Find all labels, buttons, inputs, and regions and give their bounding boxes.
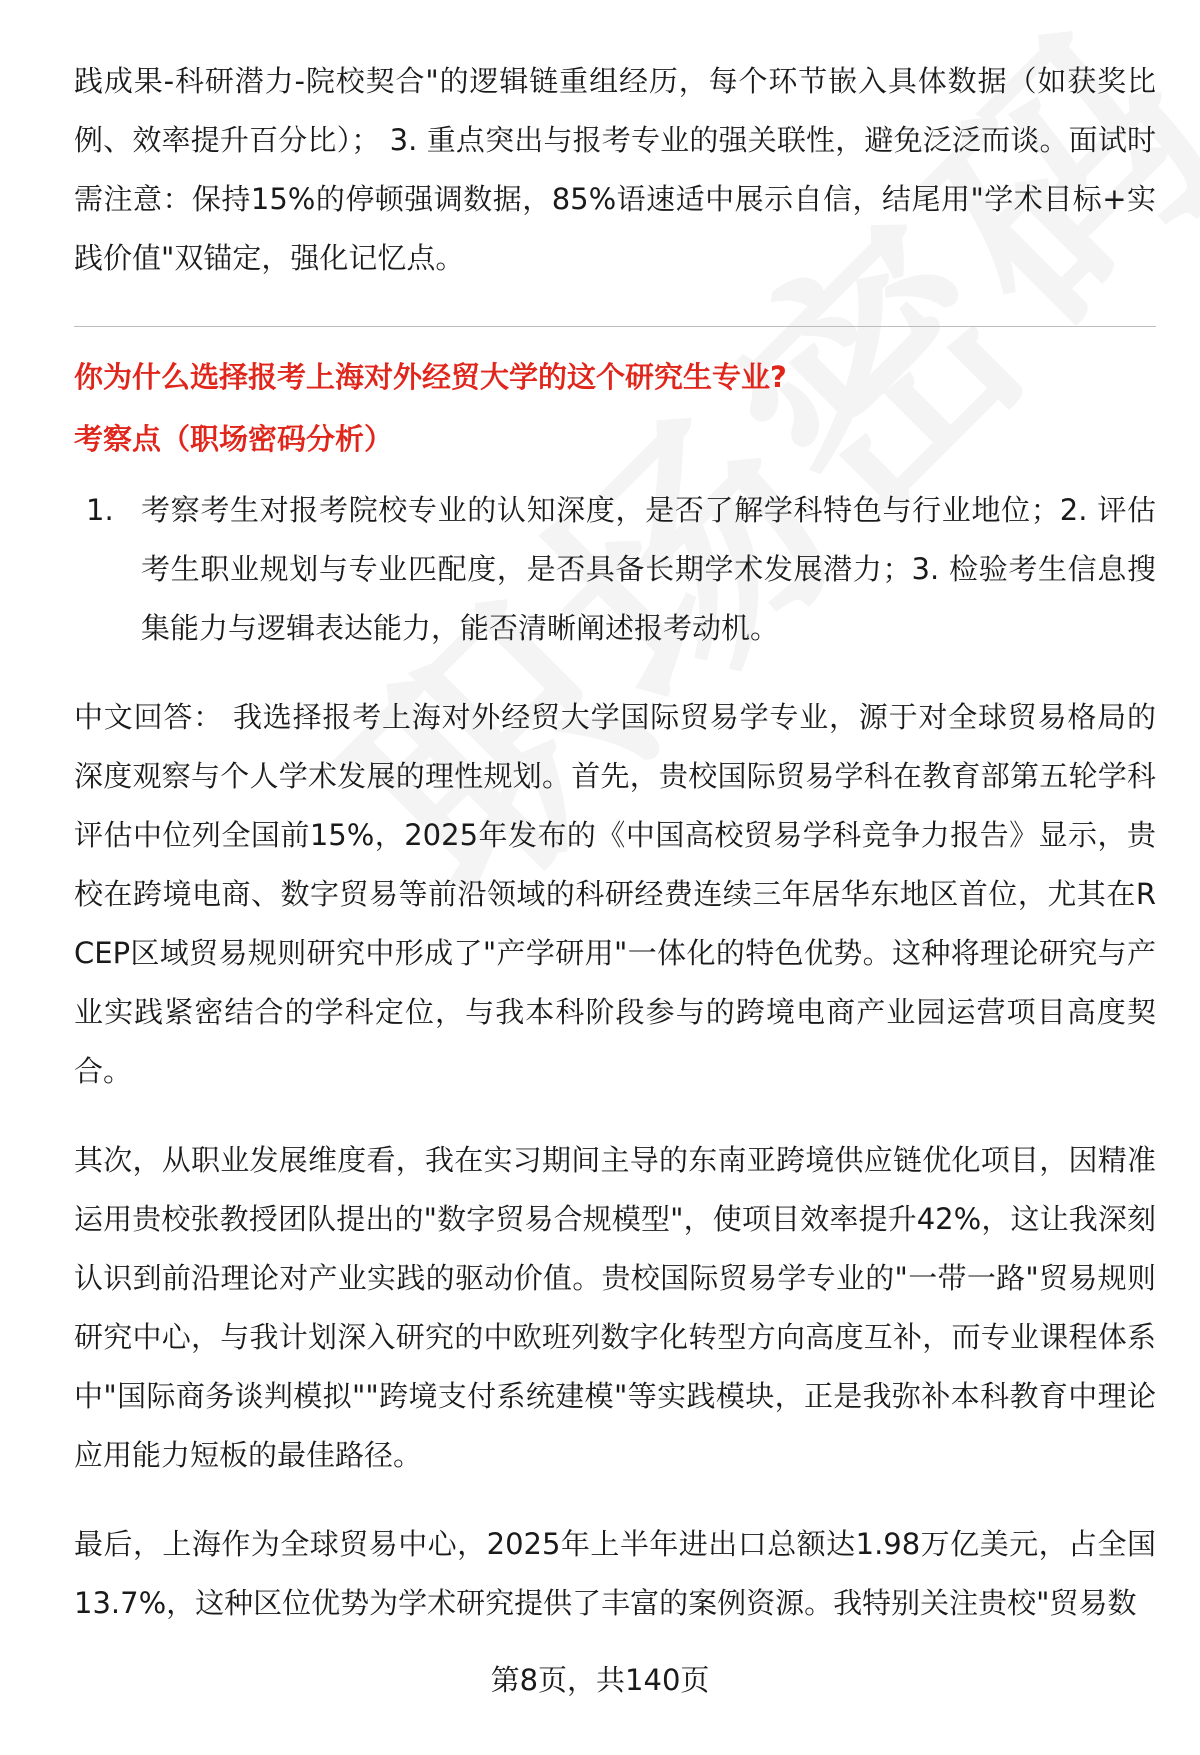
page-number: 第8页，共140页 [490,1663,710,1697]
list-item [74,481,1156,658]
list-item-number: 1. [86,493,114,527]
section-divider [74,326,1156,327]
section-heading: 考察点（职场密码分析） [74,422,394,456]
answer-paragraph: 其次，从职业发展维度看，我在实习期间主导的东南亚跨境供应链优化项目，因精准运用贵校张教授团队提出的"数字贸易合规模型"，使项目效率提升42%，这让我深刻认识到前沿理论对产业实践的驱动价值。贵校国际贸易学专业的"一带一路"贸易规则研究中心，与我计划深入研究的中欧班列数字化转型方向高度互补，而专业课程体系中"国际商务谈判模拟""跨境支付系统建模"等实践模块，正是我弥补本科教育中理论应用能力短板的最佳路径。 [74,1143,1156,1472]
question-heading: 你为什么选择报考上海对外经贸大学的这个研究生专业? [74,360,787,394]
answer-paragraph: 中文回答： 我选择报考上海对外经贸大学国际贸易学专业，源于对全球贸易格局的深度观察与个人学术发展的理性规划。首先，贵校国际贸易学科在教育部第五轮学科评估中位列全国前15%，2025年发布的《中国高校贸易学科竞争力报告》显示，贵校在跨境电商、数字贸易等前沿领域的科研经费连续三年居华东地区首位，尤其在RCEP区域贸易规则研究中形成了"产学研用"一体化的特色优势。这种将理论研究与产业实践紧密结合的学科定位，与我本科阶段参与的跨境电商产业园运营项目高度契合。 [74,700,1156,1088]
analysis-list [74,481,1156,658]
list-item-text: 考察考生对报考院校专业的认知深度，是否了解学科特色与行业地位；2. 评估考生职业规划与专业匹配度，是否具备长期学术发展潜力；3. 检验考生信息搜集能力与逻辑表达能力，能否清晰阐述报考动机。 [141,493,1156,645]
answer-paragraph: 最后，上海作为全球贸易中心，2025年上半年进出口总额达1.98万亿美元，占全国13.7%，这种区位优势为学术研究提供了丰富的案例资源。我特别关注贵校"贸易数 [74,1527,1156,1620]
page-content [74,52,1156,1633]
intro-paragraph: 践成果-科研潜力-院校契合"的逻辑链重组经历，每个环节嵌入具体数据（如获奖比例、效率提升百分比）； 3. 重点突出与报考专业的强关联性，避免泛泛而谈。面试时需注意：保持15%的停顿强调数据，85%语速适中展示自信，结尾用"学术目标+实践价值"双锚定，强化记忆点。 [74,64,1156,275]
